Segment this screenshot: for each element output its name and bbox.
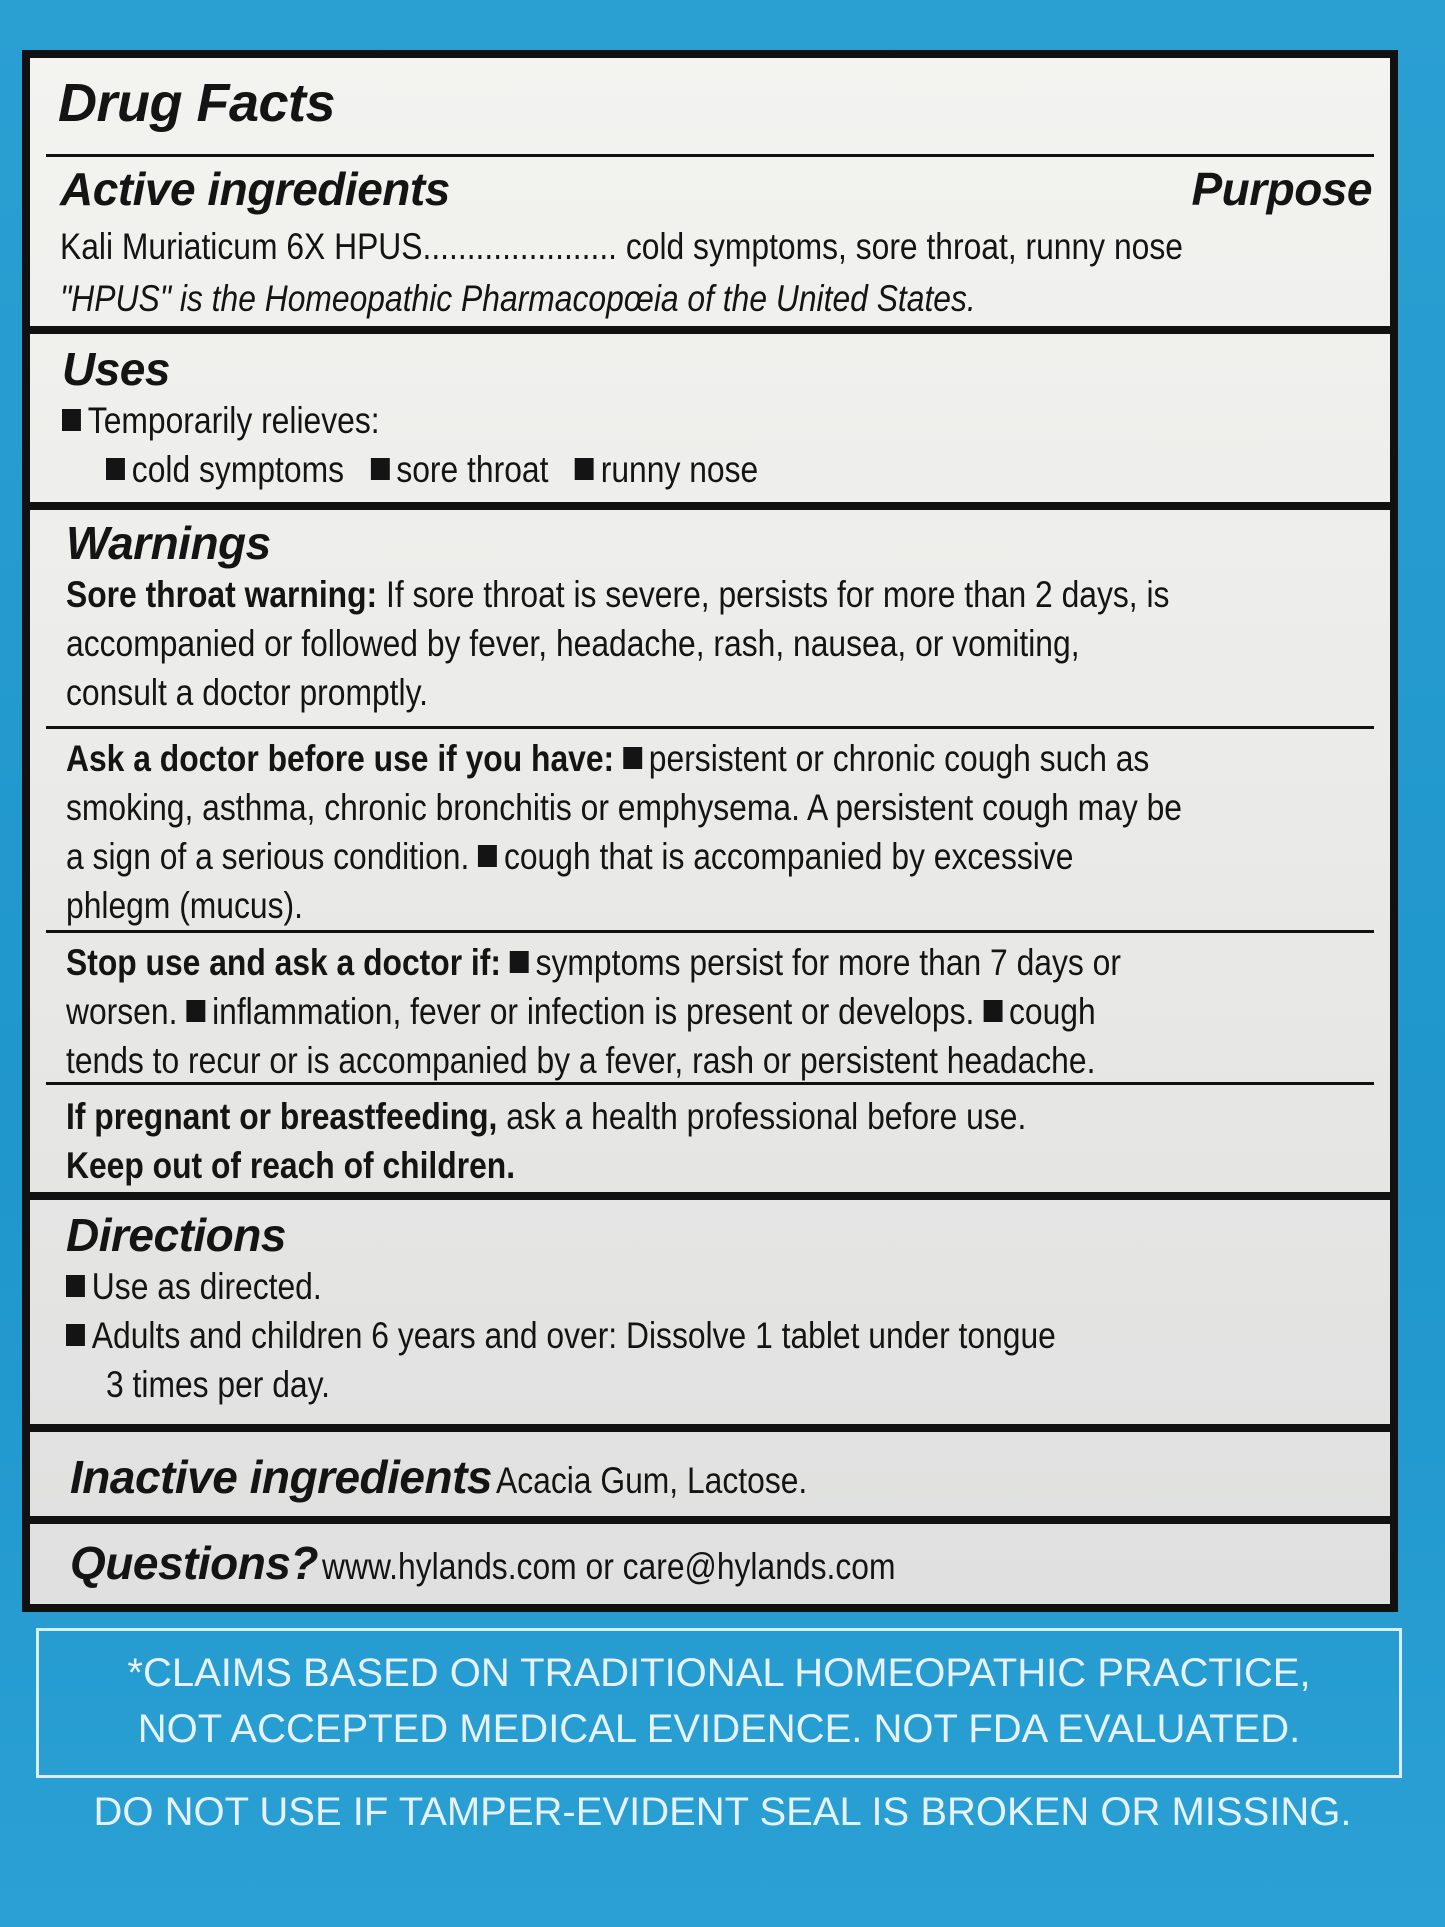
bullet-icon	[106, 458, 125, 480]
divider	[46, 1082, 1374, 1085]
divider	[22, 1192, 1398, 1200]
stop-use-section	[50, 938, 1372, 1085]
pregnancy-section	[50, 1092, 1372, 1190]
bullet-icon	[623, 747, 642, 769]
hpus-note: "HPUS" is the Homeopathic Pharmacopœia of the United States.	[60, 278, 976, 319]
sore-throat-label: Sore throat warning:	[66, 574, 378, 615]
ingredient-name: Kali Muriaticum 6X HPUS	[60, 226, 423, 267]
inactive-text: Acacia Gum, Lactose.	[496, 1460, 808, 1501]
bullet-icon	[510, 951, 529, 973]
warning-text: inflammation, fever or infection is present or develops.	[212, 991, 975, 1032]
divider	[46, 726, 1374, 729]
direction-item: Use as directed.	[91, 1266, 322, 1307]
divider	[22, 1424, 1398, 1432]
divider	[22, 1516, 1398, 1524]
divider	[46, 154, 1374, 157]
bullet-icon	[66, 1324, 85, 1346]
ask-doctor-label: Ask a doctor before use if you have:	[66, 738, 615, 779]
use-item: cold symptoms	[131, 449, 344, 490]
tamper-seal-notice: DO NOT USE IF TAMPER-EVIDENT SEAL IS BROKEN OR MISSING.	[93, 1790, 1352, 1834]
bullet-icon	[66, 1275, 85, 1297]
inactive-heading: Inactive ingredients	[70, 1451, 493, 1503]
disclaimer-box	[36, 1628, 1402, 1778]
ingredient-purpose: cold symptoms, sore throat, runny nose	[625, 226, 1183, 267]
bullet-icon	[478, 845, 497, 867]
divider	[46, 930, 1374, 933]
use-item: sore throat	[396, 449, 549, 490]
bullet-icon	[575, 458, 594, 480]
drug-facts-panel	[22, 50, 1398, 1612]
keep-out-of-reach: Keep out of reach of children.	[66, 1145, 516, 1186]
active-ingredients-section	[50, 162, 1372, 323]
drug-facts-title: Drug Facts	[58, 73, 336, 133]
divider	[22, 326, 1398, 334]
uses-heading: Uses	[62, 343, 170, 395]
warning-text: worsen.	[66, 991, 178, 1032]
direction-item: Adults and children 6 years and over: Dissolve 1 tablet under tongue	[91, 1315, 1056, 1356]
direction-item: 3 times per day.	[106, 1364, 331, 1405]
warning-text: smoking, asthma, chronic bronchitis or emphysema. A persistent cough may be	[66, 787, 1183, 828]
bullet-icon	[371, 458, 390, 480]
warning-text: a sign of a serious condition.	[66, 836, 470, 877]
leader-dots: ......................	[422, 226, 617, 267]
divider	[22, 502, 1398, 510]
ask-doctor-section	[50, 734, 1372, 930]
warning-text: phlegm (mucus).	[66, 885, 303, 926]
active-ingredients-heading: Active ingredients	[60, 163, 450, 215]
warning-text: consult a doctor promptly.	[66, 672, 428, 713]
warning-text: symptoms persist for more than 7 days or	[535, 942, 1121, 983]
warning-text: persistent or chronic cough such as	[648, 738, 1150, 779]
warning-text: cough that is accompanied by excessive	[503, 836, 1074, 877]
bullet-icon	[62, 409, 81, 431]
stop-use-label: Stop use and ask a doctor if:	[66, 942, 501, 983]
purpose-heading: Purpose	[1191, 163, 1372, 215]
warnings-section	[50, 516, 1372, 717]
warning-text: cough	[1008, 991, 1096, 1032]
directions-section	[50, 1208, 1372, 1409]
bullet-icon	[186, 1000, 205, 1022]
warnings-heading: Warnings	[66, 517, 271, 569]
warning-text: If sore throat is severe, persists for more than 2 days, is	[377, 574, 1170, 615]
sore-throat-warning	[66, 570, 1372, 717]
questions-text: www.hylands.com or care@hylands.com	[322, 1546, 896, 1587]
bullet-icon	[983, 1000, 1002, 1022]
questions-section	[70, 1536, 1372, 1591]
uses-intro: Temporarily relieves:	[87, 400, 380, 441]
warning-text: ask a health professional before use.	[497, 1096, 1027, 1137]
ingredient-line	[60, 222, 1183, 271]
questions-heading: Questions?	[70, 1537, 319, 1589]
warning-text: tends to recur or is accompanied by a fever, rash or persistent headache.	[66, 1040, 1096, 1081]
pregnancy-label: If pregnant or breastfeeding,	[66, 1096, 498, 1137]
warning-text: accompanied or followed by fever, headache, rash, nausea, or vomiting,	[66, 623, 1080, 664]
uses-section	[50, 342, 1372, 494]
directions-heading: Directions	[66, 1209, 286, 1261]
disclaimer-line: NOT ACCEPTED MEDICAL EVIDENCE. NOT FDA EVALUATED.	[137, 1707, 1301, 1751]
disclaimer-line: *CLAIMS BASED ON TRADITIONAL HOMEOPATHIC PRACTICE,	[127, 1651, 1311, 1695]
inactive-ingredients-section	[70, 1450, 1372, 1505]
use-item: runny nose	[600, 449, 759, 490]
